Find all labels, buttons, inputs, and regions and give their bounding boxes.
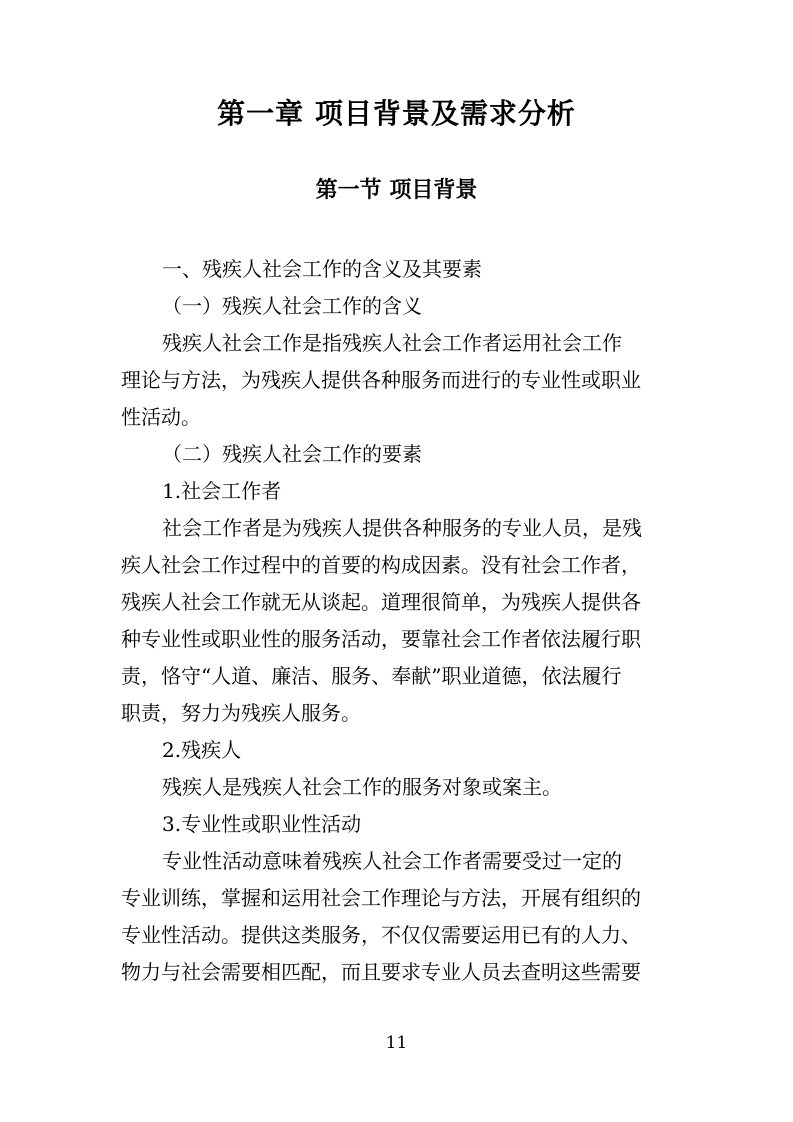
paragraph-line: 专业性活动意味着残疾人社会工作者需要受过一定的	[162, 849, 622, 873]
paragraph-line: 专业性活动。提供这类服务，不仅仅需要运用已有的人力、	[121, 923, 641, 947]
section-title: 第一节 项目背景	[315, 178, 478, 203]
heading-level2: （二）残疾人社会工作的要素	[162, 442, 422, 466]
paragraph-line: 残疾人社会工作就无从谈起。道理很简单，为残疾人提供各	[121, 590, 641, 614]
heading-level1: 一、残疾人社会工作的含义及其要素	[162, 257, 482, 281]
paragraph-line: 责，恪守“人道、廉洁、服务、奉献”职业道德，依法履行	[121, 664, 622, 688]
paragraph-line: 专业训练，掌握和运用社会工作理论与方法，开展有组织的	[121, 886, 641, 910]
paragraph-line: 残疾人社会工作是指残疾人社会工作者运用社会工作	[162, 331, 622, 355]
paragraph-line: 理论与方法，为残疾人提供各种服务而进行的专业性或职业	[121, 368, 641, 392]
heading-level3: 1.社会工作者	[162, 479, 282, 503]
paragraph-line: 社会工作者是为残疾人提供各种服务的专业人员，是残	[162, 516, 642, 540]
heading-level3: 3.专业性或职业性活动	[162, 812, 362, 836]
paragraph-line: 性活动。	[121, 405, 201, 429]
body-text	[121, 251, 677, 991]
paragraph-line: 物力与社会需要相匹配，而且要求专业人员去查明这些需要	[121, 960, 641, 984]
chapter-title: 第一章 项目背景及需求分析	[217, 97, 576, 130]
page-number: 11	[385, 1033, 408, 1053]
heading-level3: 2.残疾人	[162, 738, 242, 762]
heading-level2: （一）残疾人社会工作的含义	[162, 294, 422, 318]
paragraph-line: 职责，努力为残疾人服务。	[121, 701, 361, 725]
paragraph-line: 残疾人是残疾人社会工作的服务对象或案主。	[162, 775, 562, 799]
paragraph-line: 种专业性或职业性的服务活动，要靠社会工作者依法履行职	[121, 627, 641, 651]
paragraph-line: 疾人社会工作过程中的首要的构成因素。没有社会工作者，	[121, 553, 641, 577]
